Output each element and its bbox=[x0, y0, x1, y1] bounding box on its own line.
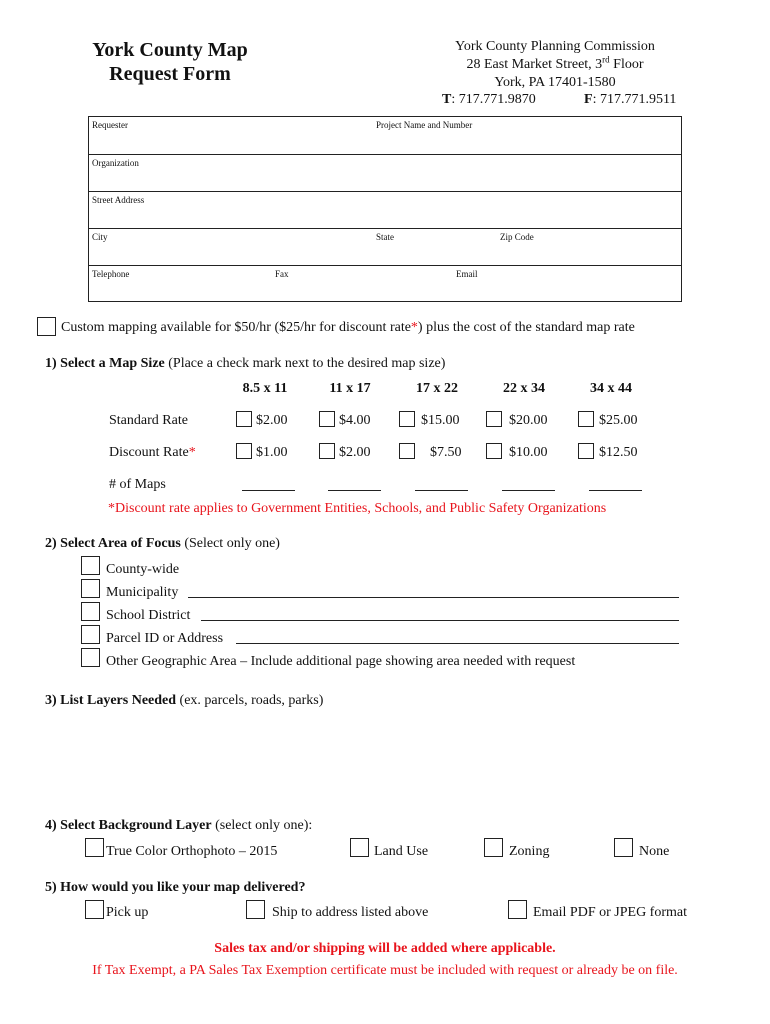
section2-note: (Select only one) bbox=[180, 536, 280, 551]
section2-heading bbox=[45, 535, 280, 553]
num-maps-22x34-input[interactable] bbox=[502, 490, 555, 491]
size-header-8-5x11: 8.5 x 11 bbox=[242, 381, 288, 396]
form-title bbox=[60, 38, 280, 86]
commission-address bbox=[415, 38, 695, 92]
standard-8-5x11-price: $2.00 bbox=[256, 413, 288, 428]
layers-needed-area[interactable] bbox=[45, 714, 685, 810]
sales-tax-note: Sales tax and/or shipping will be added where applicable. bbox=[214, 941, 556, 956]
school-district-input[interactable] bbox=[201, 620, 679, 621]
section4-heading bbox=[45, 817, 312, 835]
size-header-34x44: 34 x 44 bbox=[590, 381, 632, 396]
standard-8-5x11-checkbox[interactable] bbox=[236, 411, 252, 427]
zoning-label: Zoning bbox=[509, 844, 550, 859]
custom-mapping-checkbox[interactable] bbox=[37, 317, 56, 336]
school-district-label: School District bbox=[106, 608, 191, 623]
email-pdf-label: Email PDF or JPEG format bbox=[533, 905, 687, 920]
city-line: York, PA 17401-1580 bbox=[494, 75, 616, 90]
fax-value: : 717.771.9511 bbox=[592, 92, 677, 107]
zip-label: Zip Code bbox=[500, 232, 534, 242]
standard-rate-label: Standard Rate bbox=[109, 413, 188, 428]
discount-rate-text: Discount Rate bbox=[109, 445, 189, 460]
section1-title: 1) Select a Map Size bbox=[45, 356, 165, 371]
custom-mapping-text bbox=[61, 319, 635, 337]
email-label: Email bbox=[456, 269, 478, 279]
address-suffix: Floor bbox=[609, 57, 644, 72]
section3-title: 3) List Layers Needed bbox=[45, 693, 177, 708]
land-use-label: Land Use bbox=[374, 844, 429, 859]
other-area-label: Other Geographic Area – Include additional page showing area needed with request bbox=[106, 654, 576, 669]
num-maps-8-5x11-input[interactable] bbox=[242, 490, 295, 491]
phone-label: T bbox=[442, 92, 452, 107]
section2-title: 2) Select Area of Focus bbox=[45, 536, 181, 551]
municipality-label: Municipality bbox=[106, 585, 179, 600]
tax-exempt-note: If Tax Exempt, a PA Sales Tax Exemption certificate must be included with request or already be on file. bbox=[92, 963, 678, 978]
school-district-checkbox[interactable] bbox=[81, 602, 100, 621]
discount-22x34-price: $10.00 bbox=[509, 445, 548, 460]
email-pdf-checkbox[interactable] bbox=[508, 900, 527, 919]
custom-mapping-text-before: Custom mapping available for $50/hr ($25/hr for discount rate bbox=[61, 320, 411, 335]
state-label: State bbox=[376, 232, 394, 242]
discount-rate-asterisk: * bbox=[188, 445, 196, 460]
section4-title: 4) Select Background Layer bbox=[45, 818, 212, 833]
discount-17x22-checkbox[interactable] bbox=[399, 443, 415, 459]
orthophoto-checkbox[interactable] bbox=[85, 838, 104, 857]
discount-8-5x11-checkbox[interactable] bbox=[236, 443, 252, 459]
row-organization[interactable] bbox=[89, 154, 681, 191]
standard-17x22-price: $15.00 bbox=[421, 413, 460, 428]
discount-note: *Discount rate applies to Government Entities, Schools, and Public Safety Organizations bbox=[108, 501, 607, 516]
address-sup: rd bbox=[602, 54, 610, 65]
section1-heading bbox=[45, 355, 445, 373]
ship-checkbox[interactable] bbox=[246, 900, 265, 919]
size-header-22x34: 22 x 34 bbox=[503, 381, 545, 396]
city-label: City bbox=[92, 232, 108, 242]
street-address-line bbox=[415, 56, 695, 74]
none-label: None bbox=[639, 844, 670, 859]
contact-numbers bbox=[442, 91, 692, 109]
standard-11x17-price: $4.00 bbox=[339, 413, 371, 428]
section3-note: (ex. parcels, roads, parks) bbox=[176, 693, 324, 708]
section5-heading: 5) How would you like your map delivered? bbox=[45, 880, 306, 895]
standard-11x17-checkbox[interactable] bbox=[319, 411, 335, 427]
discount-8-5x11-price: $1.00 bbox=[256, 445, 288, 460]
county-wide-label: County-wide bbox=[106, 562, 180, 577]
requester-label: Requester bbox=[92, 120, 128, 130]
street-label: Street Address bbox=[92, 195, 145, 205]
land-use-checkbox[interactable] bbox=[350, 838, 369, 857]
discount-17x22-price: $7.50 bbox=[430, 445, 462, 460]
parcel-id-input[interactable] bbox=[236, 643, 679, 644]
phone-number bbox=[442, 92, 536, 107]
standard-17x22-checkbox[interactable] bbox=[399, 411, 415, 427]
form-title-line2: Request Form bbox=[109, 63, 231, 85]
form-title-line1: York County Map bbox=[92, 39, 248, 61]
org-name: York County Planning Commission bbox=[455, 39, 655, 54]
discount-11x17-price: $2.00 bbox=[339, 445, 371, 460]
parcel-id-checkbox[interactable] bbox=[81, 625, 100, 644]
row-city[interactable] bbox=[89, 228, 681, 265]
county-wide-checkbox[interactable] bbox=[81, 556, 100, 575]
municipality-checkbox[interactable] bbox=[81, 579, 100, 598]
row-telephone[interactable] bbox=[89, 265, 681, 302]
size-header-17x22: 17 x 22 bbox=[416, 381, 458, 396]
custom-mapping-text-after: ) plus the cost of the standard map rate bbox=[417, 320, 635, 335]
discount-34x44-checkbox[interactable] bbox=[578, 443, 594, 459]
fax-field-label: Fax bbox=[275, 269, 289, 279]
standard-34x44-price: $25.00 bbox=[599, 413, 638, 428]
standard-22x34-checkbox[interactable] bbox=[486, 411, 502, 427]
pick-up-label: Pick up bbox=[106, 905, 149, 920]
num-maps-17x22-input[interactable] bbox=[415, 490, 468, 491]
size-header-11x17: 11 x 17 bbox=[329, 381, 371, 396]
fax-number bbox=[584, 91, 676, 109]
none-checkbox[interactable] bbox=[614, 838, 633, 857]
section3-heading bbox=[45, 692, 323, 710]
num-maps-label: # of Maps bbox=[109, 477, 166, 492]
row-street[interactable] bbox=[89, 191, 681, 228]
municipality-input[interactable] bbox=[188, 597, 679, 598]
num-maps-34x44-input[interactable] bbox=[589, 490, 642, 491]
orthophoto-label: True Color Orthophoto – 2015 bbox=[106, 844, 278, 859]
discount-34x44-price: $12.50 bbox=[599, 445, 638, 460]
custom-mapping-asterisk: * bbox=[410, 320, 418, 335]
discount-22x34-checkbox[interactable] bbox=[486, 443, 502, 459]
address-prefix: 28 East Market Street, 3 bbox=[466, 57, 603, 72]
telephone-label: Telephone bbox=[92, 269, 130, 279]
standard-22x34-price: $20.00 bbox=[509, 413, 548, 428]
row-requester[interactable] bbox=[89, 117, 681, 154]
phone-value: : 717.771.9870 bbox=[451, 92, 536, 107]
ship-label: Ship to address listed above bbox=[272, 905, 429, 920]
pick-up-checkbox[interactable] bbox=[85, 900, 104, 919]
requester-info-table bbox=[88, 116, 682, 302]
zoning-checkbox[interactable] bbox=[484, 838, 503, 857]
fax-label: F bbox=[584, 92, 593, 107]
other-area-checkbox[interactable] bbox=[81, 648, 100, 667]
discount-11x17-checkbox[interactable] bbox=[319, 443, 335, 459]
section1-note: (Place a check mark next to the desired map size) bbox=[164, 356, 446, 371]
discount-rate-label bbox=[109, 444, 196, 462]
parcel-id-label: Parcel ID or Address bbox=[106, 631, 224, 646]
standard-34x44-checkbox[interactable] bbox=[578, 411, 594, 427]
project-label: Project Name and Number bbox=[376, 120, 473, 130]
section4-note: (select only one): bbox=[211, 818, 313, 833]
num-maps-11x17-input[interactable] bbox=[328, 490, 381, 491]
organization-label: Organization bbox=[92, 158, 139, 168]
